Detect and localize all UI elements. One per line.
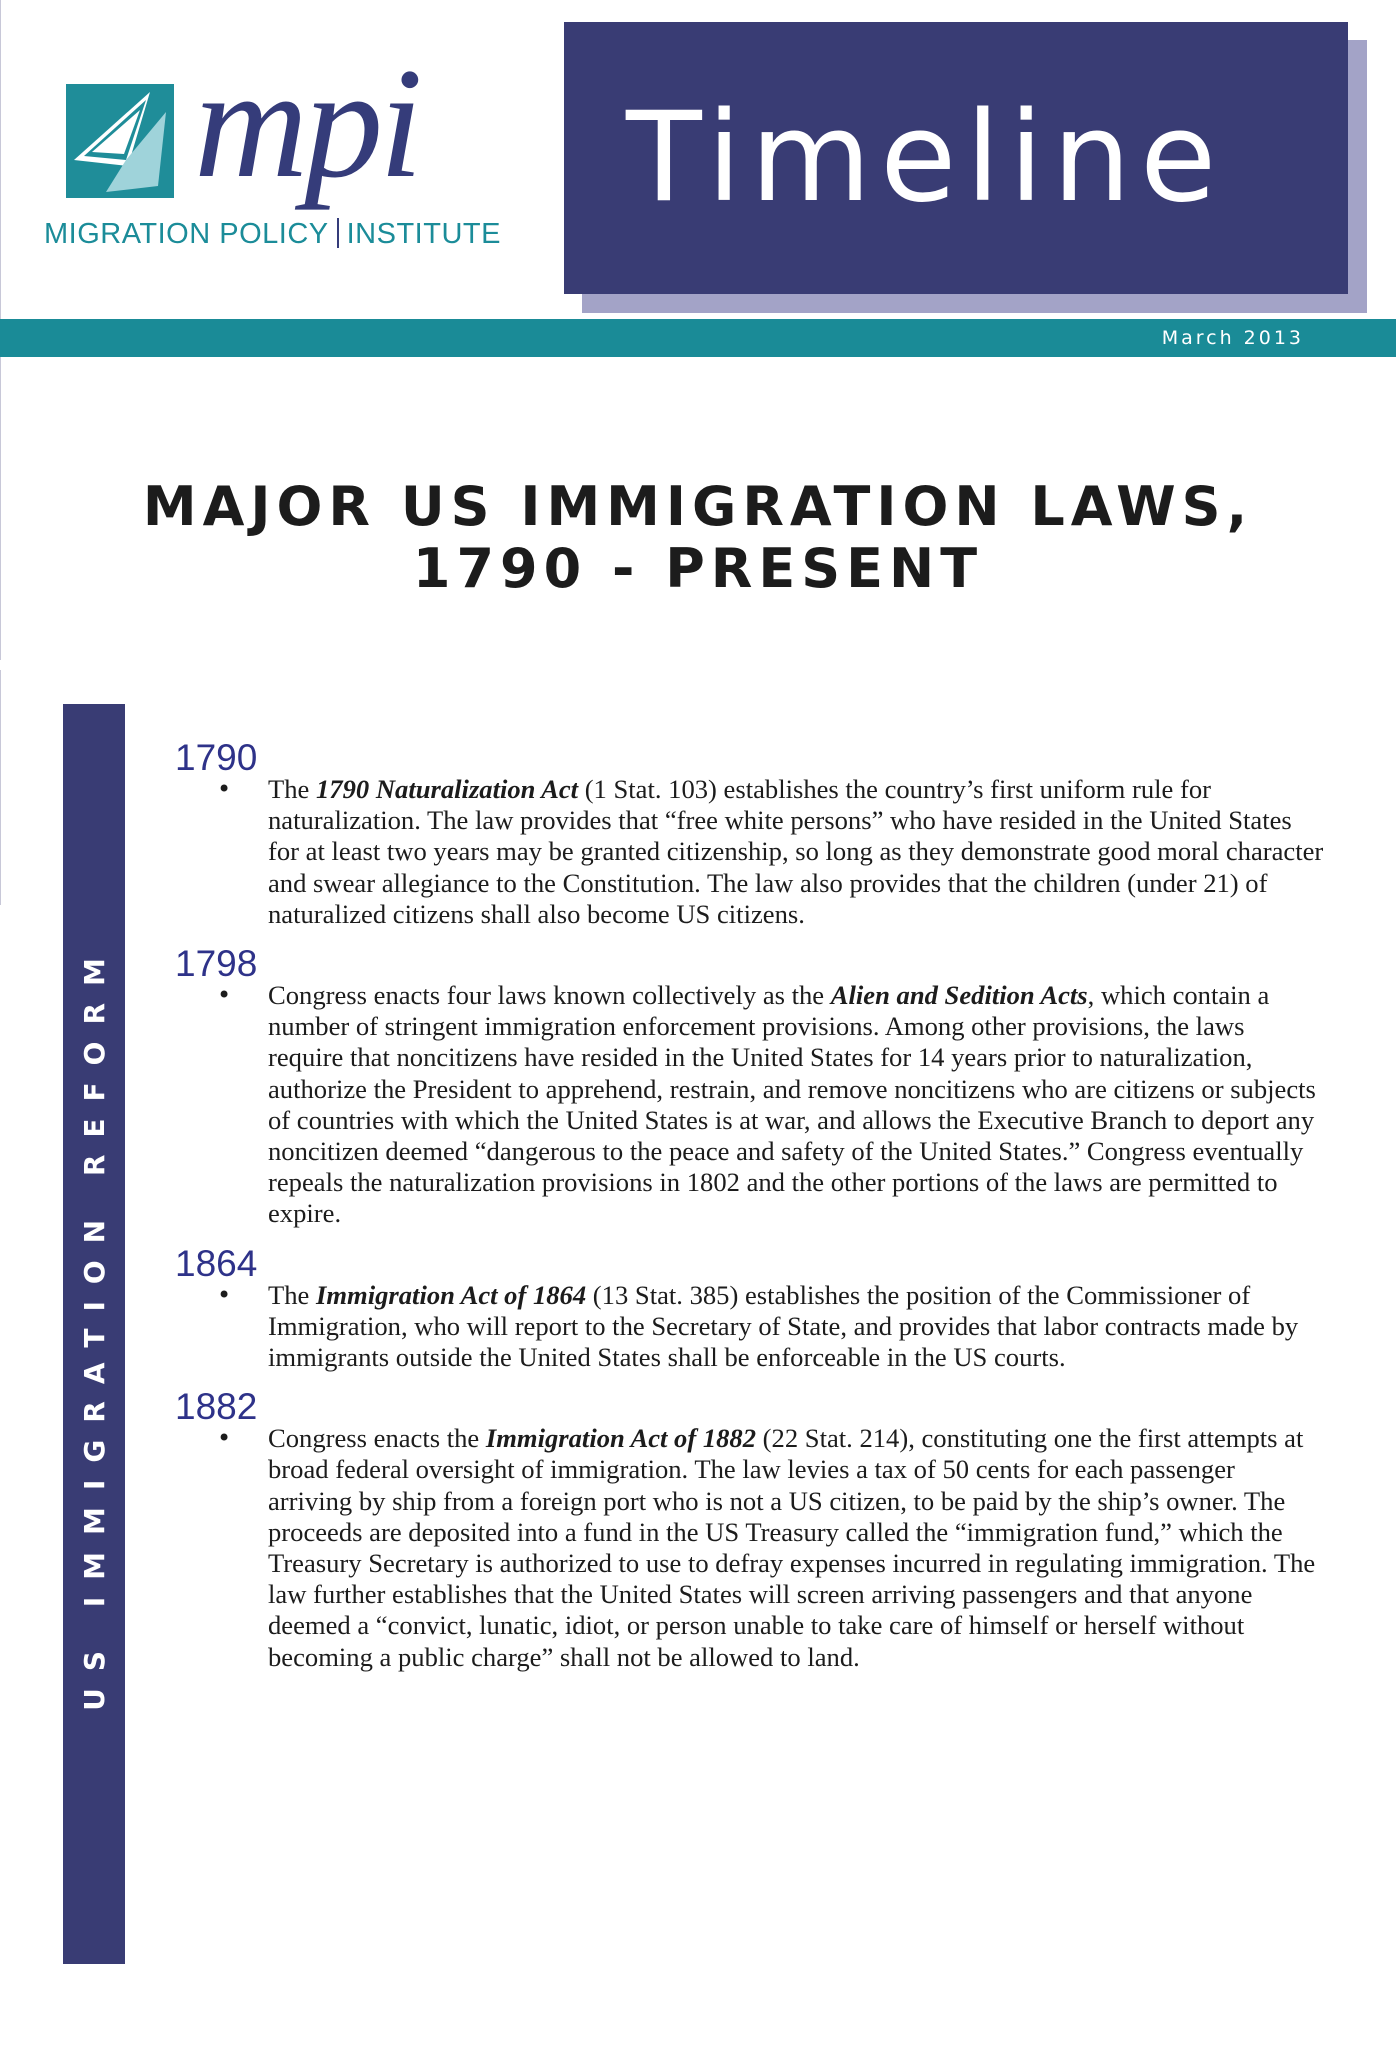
logo-divider (337, 218, 339, 248)
entry-act-name: Alien and Sedition Acts (830, 980, 1088, 1011)
logo-tagline-right: INSTITUTE (346, 218, 501, 250)
page-edge-line (0, 670, 1, 905)
entry-text-pre: Congress enacts four laws known collectively as the (268, 980, 831, 1011)
entry-text-pre: Congress enacts the (268, 1423, 486, 1454)
entry-year: 1798 (175, 943, 258, 985)
section-sidebar (63, 704, 125, 1964)
entry-bullets (175, 1423, 1325, 1673)
mpi-logo (44, 36, 554, 258)
page-title-line-2: 1790 - PRESENT (412, 537, 984, 600)
entry-bullets (175, 980, 1325, 1230)
entry-year: 1882 (175, 1386, 258, 1428)
mpi-logo-mark-icon (66, 84, 174, 198)
entry-text-post: (22 Stat. 214), constituting one the first attempts at broad federal oversight of immigration. The law levies a tax of 50 cents for each passenger arriving by ship from a foreign port who is not a US citizen, to be paid by the ship’s owner. The proceeds are deposited into a fund in the US Treasury called the “immigration fund,” which the Treasury Secretary is authorized to use to defray expenses incurred in regulating immigration. The law further establishes that the United States will screen arriving passengers and that anyone deemed a “convict, lunatic, idiot, or person unable to take care of himself or herself without becoming a public charge” shall not be allowed to land. (268, 1423, 1316, 1672)
publication-date: March 2013 (1161, 327, 1304, 349)
entry-text-pre: The (268, 1279, 316, 1310)
sidebar-label-wrap (63, 704, 125, 1964)
entry-bullets (175, 774, 1325, 930)
entry-bullet (175, 1423, 1325, 1673)
logo-wordmark: mpi (194, 36, 419, 211)
entry-text-post: (13 Stat. 385) establishes the position of the Commissioner of Immigration, who will report to the Secretary of State, and provides that labor contracts made by immigrants outside the United States shall be enforceable in the US courts. (268, 1279, 1299, 1373)
timeline-entry (175, 1244, 1325, 1374)
timeline-entry (175, 1387, 1325, 1673)
sidebar-label: US IMMIGRATION REFORM (77, 940, 111, 1711)
entry-bullet (175, 1280, 1325, 1374)
entry-bullet (175, 774, 1325, 930)
entry-year: 1864 (175, 1242, 258, 1284)
entry-act-name: 1790 Naturalization Act (316, 774, 579, 804)
logo-tagline (44, 218, 501, 250)
entry-text-post: (1 Stat. 103) establishes the country’s first uniform rule for naturalization. The law provides that “free white persons” who have resided in the United States for at least two years may be granted citizenship, so long as they demonstrate good moral character and swear allegiance to the Constitution. The law also provides that the children (under 21) of naturalized citizens shall also become US citizens. (268, 774, 1324, 929)
entry-year: 1790 (175, 737, 258, 778)
title-box (564, 22, 1348, 294)
timeline-entry (175, 738, 1325, 930)
page-title-line-1: MAJOR US IMMIGRATION LAWS, (142, 475, 1254, 538)
entry-act-name: Immigration Act of 1864 (316, 1279, 587, 1310)
entry-bullet (175, 980, 1325, 1230)
entry-act-name: Immigration Act of 1882 (485, 1423, 757, 1454)
header-title: Timeline (626, 86, 1226, 230)
entry-text-pre: The (268, 774, 316, 804)
page-title (0, 476, 1396, 600)
timeline-entry (175, 944, 1325, 1230)
timeline-content (175, 738, 1325, 1687)
entry-bullets (175, 1280, 1325, 1374)
logo-tagline-left: MIGRATION POLICY (44, 218, 329, 250)
entry-text-post: , which contain a number of stringent immigration enforcement provisions. Among other provisions, the laws require that noncitizens have resided in the United States for 14 years prior to naturalization, authorize the President to apprehend, restrain, and remove noncitizens who are citizens or subjects of countries with which the United States is at war, and allows the Executive Branch to deport any noncitizen deemed “dangerous to the peace and safety of the United States.” Congress eventually repeals the naturalization provisions in 1802 and the other portions of the laws are permitted to expire. (268, 980, 1316, 1229)
date-band (0, 319, 1396, 357)
